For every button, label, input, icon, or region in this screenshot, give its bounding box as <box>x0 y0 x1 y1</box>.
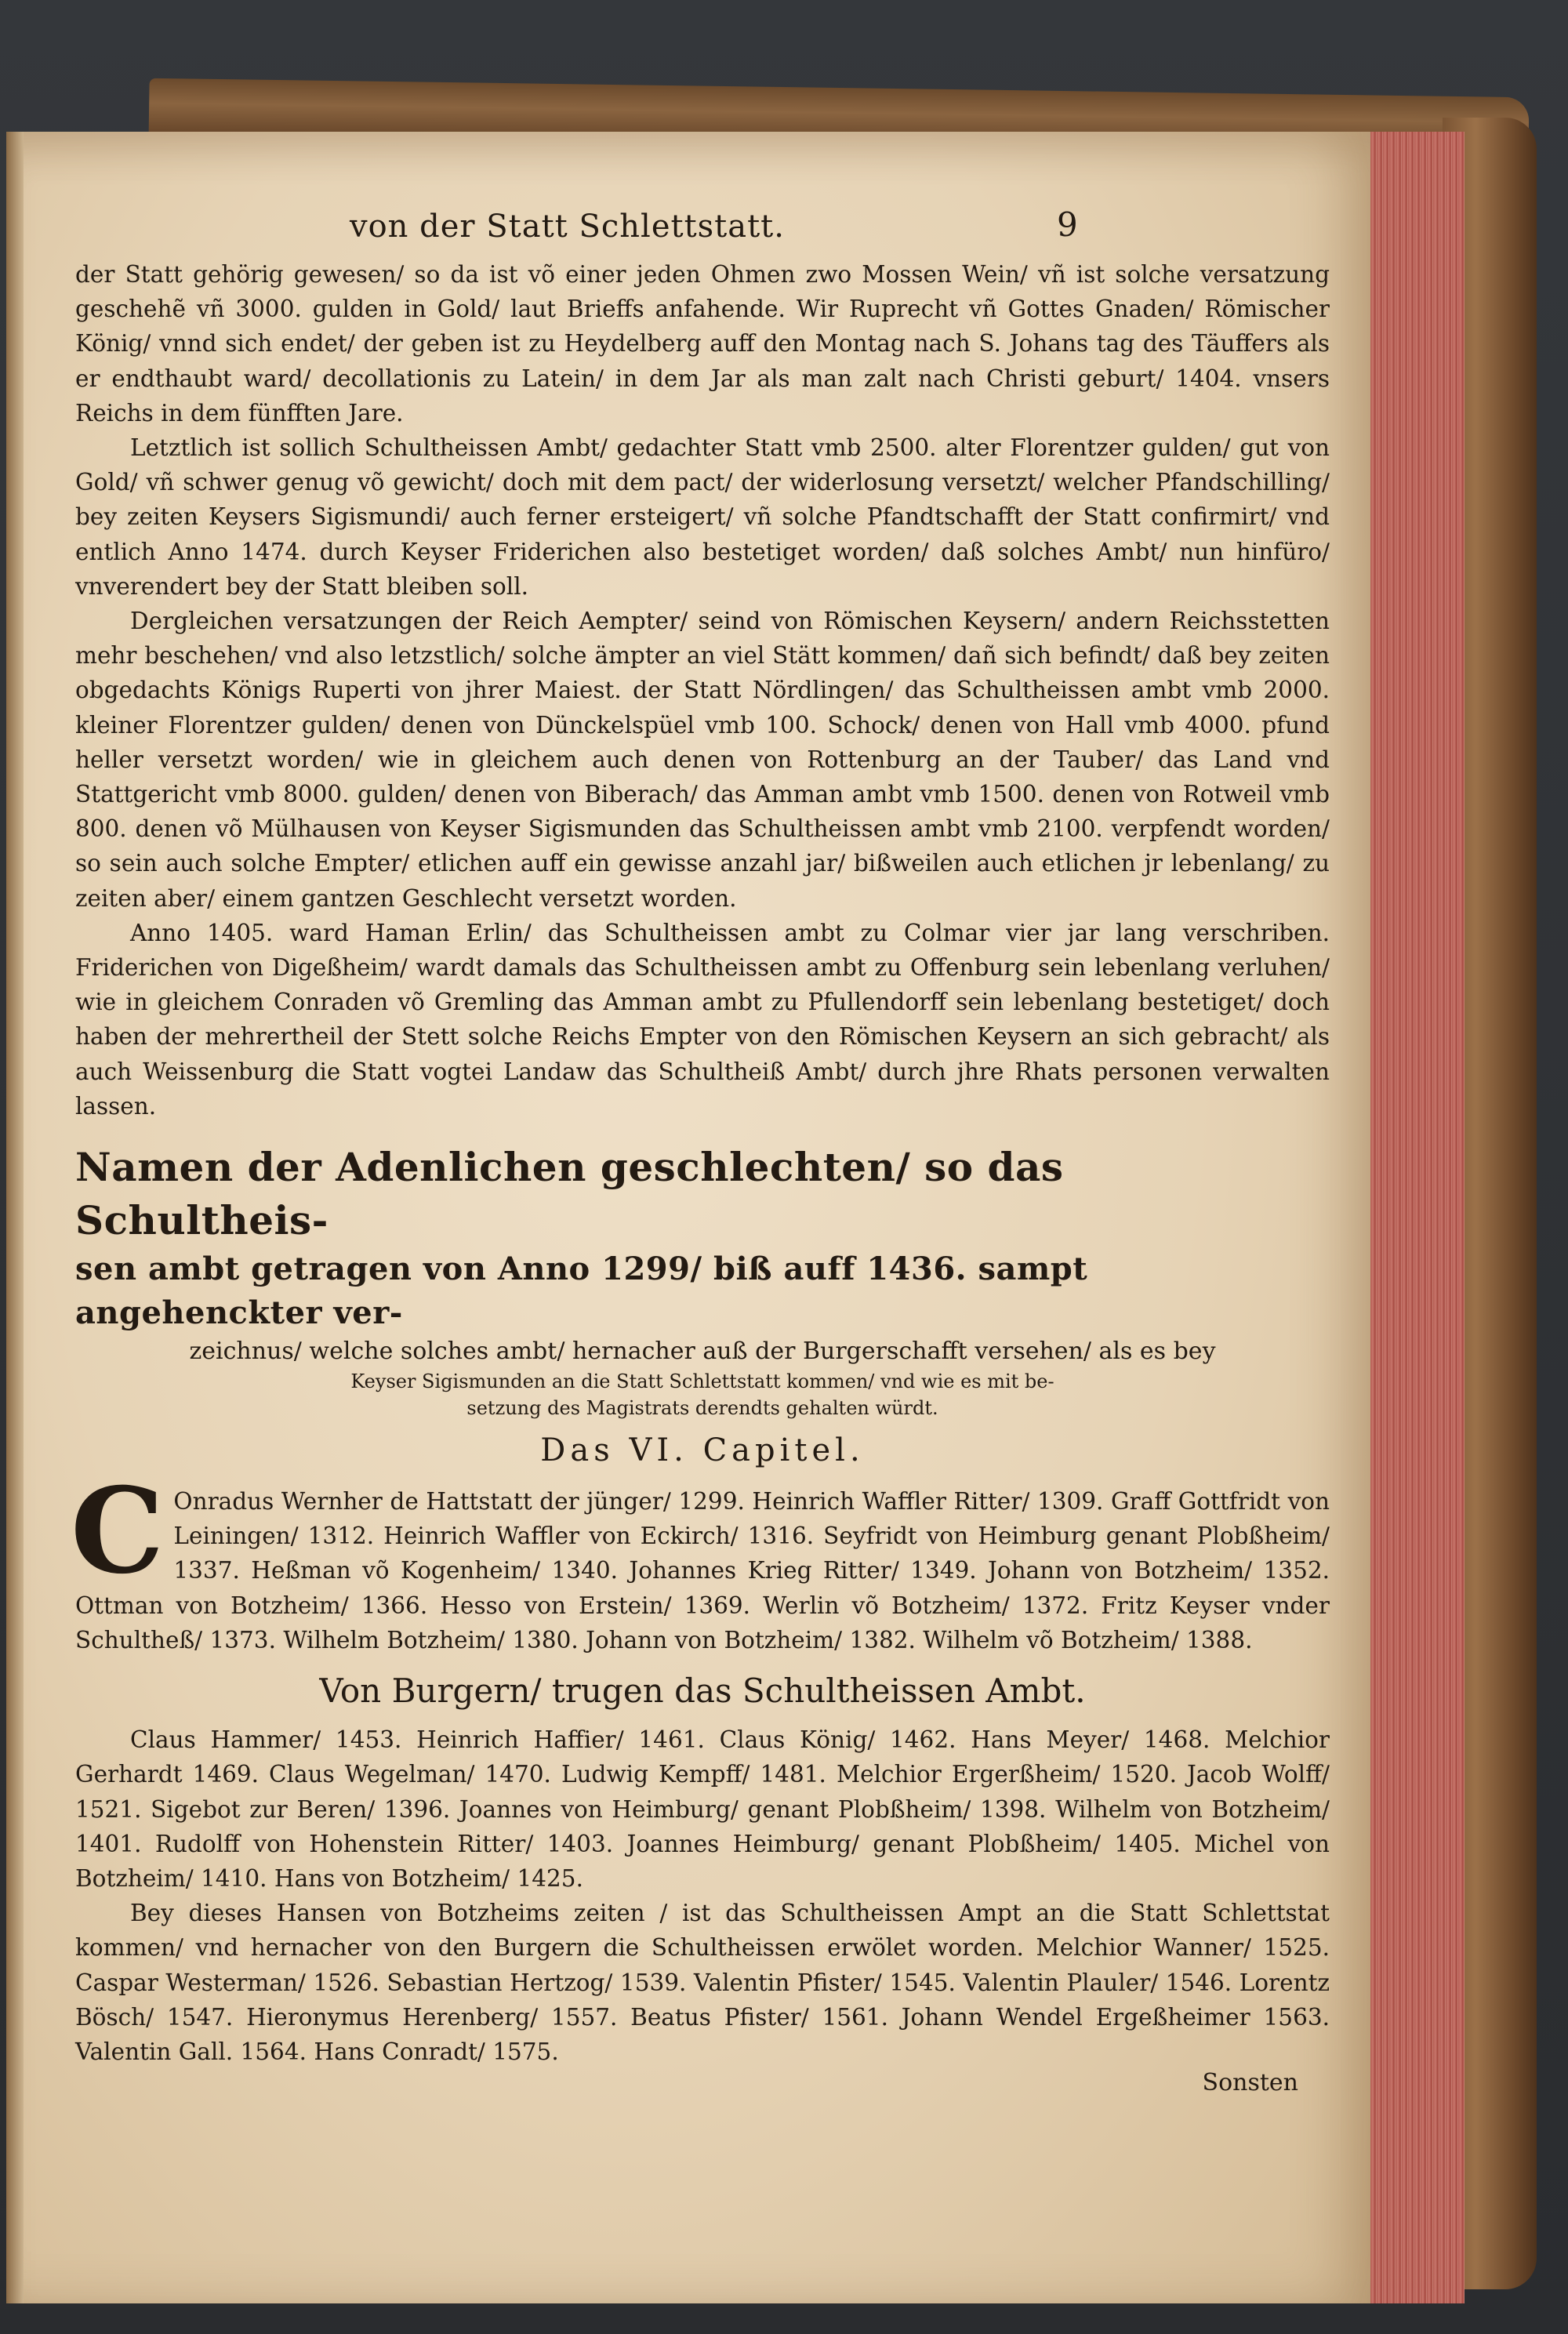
paragraph-4: Anno 1405. ward Haman Erlin/ das Schultheissen ambt zu Colmar vier jar lang verschriben. Friderichen von Digeßheim/ wardt damals das Schultheissen ambt zu Offenburg sein lebenlang verluhen/ wie in gleichem Conraden võ Gremling das Amman ambt zu Pfullendorff sein lebenlang bestetiget/ doch haben der mehrertheil der Stett solche Reichs Empter von den Römischen Keysern an sich gebracht/ als auch Weissenburg die Statt vogtei Landaw das Schultheiß Ambt/ durch jhre Rhats personen verwalten lassen. <box>75 919 1330 1120</box>
noble-list <box>71 1462 1330 1657</box>
chapter-title: Das VI. Capitel. <box>540 1432 865 1469</box>
page-gutter <box>6 132 24 2303</box>
noble-list-text: Onradus Wernher de Hattstatt der jünger/ 1299. Heinrich Waffler Ritter/ 1309. Graff Gottfridt von Leiningen/ 1312. Heinrich Waffler von Eckirch/ 1316. Seyfridt von Heimburg genant Plobßheim/ 1337. Heßman võ Kogenheim/ 1340. Johannes Krieg Ritter/ 1349. Johann von Botzheim/ 1352. Ottman von Botzheim/ 1366. Hesso von Erstein/ 1369. Werlin võ Botzheim/ 1372. Fritz Keyser vnder Schultheß/ 1373. Wilhelm Botzheim/ 1380. Johann von Botzheim/ 1382. Wilhelm võ Botzheim/ 1388. <box>75 1488 1330 1653</box>
paragraph-1: der Statt gehörig gewesen/ so da ist võ einer jeden Ohmen zwo Mossen Wein/ vñ ist solche versatzung geschehẽ vñ 3000. gulden in Gold/ laut Brieffs anfahende. Wir Ruprecht vñ Gottes Gnaden/ Römischer König/ vnnd sich endet/ der geben ist zu Heydelberg auff den Montag nach S. Johans tag des Täuffers als er endthaubt ward/ decollationis zu Latein/ in dem Jar als man zalt nach Christi geburt/ 1404. vnsers Reichs in dem fünfften Jare. <box>75 261 1330 427</box>
paragraph-2: Letztlich ist sollich Schultheissen Ambt/ gedachter Statt vmb 2500. alter Florentzer gulden/ gut von Gold/ vñ schwer genug võ gewicht/ doch mit dem pact/ der widerlosung versetzt/ welcher Pfandschilling/ bey zeiten Keysers Sigismundi/ auch ferner ersteigert/ vñ solche Pfandtschafft der Statt confirmirt/ vnd entlich Anno 1474. durch Keyser Friderichen also bestetiget worden/ daß solches Ambt/ nun hinfüro/ vnverendert bey der Statt bleiben soll. <box>75 434 1330 600</box>
section-heading-line-5: setzung des Magistrats derendts gehalten würdt. <box>466 1397 938 1420</box>
burgher-heading: Von Burgern/ trugen das Schultheissen Ambt. <box>319 1672 1086 1711</box>
burgher-list-1: Claus Hammer/ 1453. Heinrich Haffier/ 1461. Claus König/ 1462. Hans Meyer/ 1468. Melchior Gerhardt 1469. Claus Wegelman/ 1470. Ludwig Kempff/ 1481. Melchior Ergerßheim/ 1520. Jacob Wolff/ 1521. Sigebot zur Beren/ 1396. Joannes von Heimburg/ genant Plobßheim/ 1398. Wilhelm von Botzheim/ 1401. Rudolff von Hohenstein Ritter/ 1403. Joannes Heimburg/ genant Plobßheim/ 1405. Michel von Botzheim/ 1410. Hans von Botzheim/ 1425. <box>75 1726 1330 1892</box>
book-page <box>6 132 1370 2303</box>
page-number: 9 <box>1057 205 1078 244</box>
drop-cap: C <box>71 1462 165 1601</box>
page-content <box>71 205 1330 2097</box>
section-heading-line-1: Namen der Adenlichen geschlechten/ so das Schultheis- <box>75 1144 1064 1244</box>
page-edges-red <box>1368 132 1465 2303</box>
section-heading-line-3: zeichnus/ welche solches ambt/ hernacher auß der Burgerschafft versehen/ als es bey <box>189 1338 1216 1366</box>
paragraph-3: Dergleichen versatzungen der Reich Aempter/ seind von Römischen Keysern/ andern Reichsstetten mehr beschehen/ vnd also letzstlich/ solche ämpter an viel Stätt kommen/ dañ sich befindt/ daß bey zeiten obgedachts Königs Ruperti von jhrer Maiest. der Statt Nördlingen/ das Schultheissen ambt vmb 2000. kleiner Florentzer gulden/ denen von Dünckelspüel vmb 100. Schock/ denen von Hall vmb 4000. pfund heller versetzt worden/ wie in gleichem auch denen von Rottenburg an der Tauber/ das Land vnd Stattgericht vmb 8000. gulden/ denen von Biberach/ das Amman ambt vmb 1500. denen von Rotweil vmb 800. denen võ Mülhausen von Keyser Sigismunden das Schultheissen ambt vmb 2100. verpfendt worden/ so sein auch solche Empter/ etlichen auff ein gewisse anzahl jar/ bißweilen auch etlichen jr lebenlang/ zu zeiten aber/ einem gantzen Geschlecht versetzt worden. <box>75 608 1330 912</box>
section-heading-line-4: Keyser Sigismunden an die Statt Schlettstatt kommen/ vnd wie es mit be- <box>350 1370 1054 1393</box>
section-heading-line-2: sen ambt getragen von Anno 1299/ biß auff 1436. sampt angehenckter ver- <box>75 1250 1088 1332</box>
section-heading <box>75 1141 1330 1421</box>
burgher-list-2: Bey dieses Hansen von Botzheims zeiten / ist das Schultheissen Ampt an die Statt Schlettstat kommen/ vnd hernacher von den Burgern die Schultheissen erwölet worden. Melchior Wanner/ 1525. Caspar Westerman/ 1526. Sebastian Hertzog/ 1539. Valentin Pfister/ 1545. Valentin Plauler/ 1546. Lorentz Bösch/ 1547. Hieronymus Herenberg/ 1557. Beatus Pfister/ 1561. Johann Wendel Ergeßheimer 1563. Valentin Gall. 1564. Hans Conradt/ 1575. <box>75 1900 1330 2065</box>
running-head-title: von der Statt Schlettstatt. <box>350 209 785 245</box>
running-head <box>75 205 1330 257</box>
catchword: Sonsten <box>1202 2069 1298 2097</box>
